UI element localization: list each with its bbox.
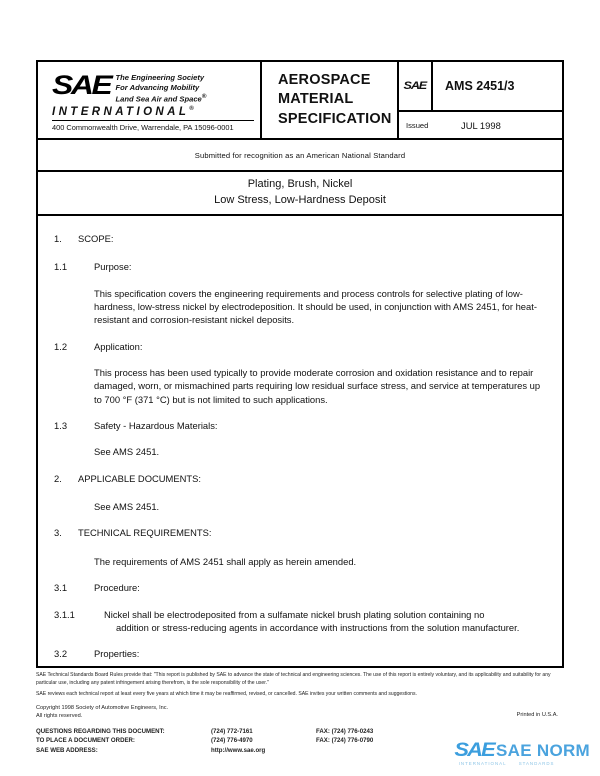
sae-tagline: The Engineering Society For Advancing Mobility Land Sea Air and Space®	[115, 73, 207, 104]
copyright-line-1: Copyright 1998 Society of Automotive Engineers, Inc.	[36, 704, 169, 711]
sae-address: 400 Commonwealth Drive, Warrendale, PA 15096-0001	[52, 122, 234, 132]
section-1-heading	[54, 232, 546, 245]
section-3-2-label: Properties:	[94, 648, 140, 660]
section-3-heading	[54, 526, 546, 539]
section-1-3-text: See AMS 2451.	[94, 446, 160, 458]
section-3-1-number: 3.1	[54, 582, 68, 594]
contact-phone-questions[interactable]: (724) 772-7161	[211, 727, 253, 735]
sae-norm-badge-icon: SAE	[454, 740, 494, 761]
sae-tagline-line-2: For Advancing Mobility	[115, 83, 200, 93]
section-1-2-label: Application:	[94, 340, 143, 352]
sae-badge-mark: SAE	[403, 80, 427, 92]
section-3-1-heading	[54, 581, 546, 594]
sae-norm-subtext-left: INTERNATIONAL	[458, 761, 507, 766]
footer-disclaimer-2: SAE reviews each technical report at least every five years at which time it may be reaffirmed, revised, or cancelled. SAE invites your written comments and suggestions.	[36, 691, 417, 698]
specification-title-band	[38, 172, 562, 216]
document-number: AMS 2451/3	[445, 79, 515, 93]
document-frame	[36, 60, 564, 668]
section-2-text: See AMS 2451.	[94, 501, 160, 513]
section-1-3-number: 1.3	[54, 420, 68, 432]
section-3-1-label: Procedure:	[94, 582, 140, 594]
page-title-line-1: Plating, Brush, Nickel	[247, 178, 353, 191]
section-1-2-text: This process has been used typically to provide moderate corrosion and oxidation resistance and to repair damaged, worn, or mismachined parts requiring low residual surface stress, and service at temperatures up to 700 °F (371 °C) but is not limited to such applications.	[94, 367, 541, 405]
issued-label: Issued	[406, 120, 429, 130]
sae-wordmark: SAE	[52, 70, 111, 101]
page-title-line-2: Low Stress, Low-Hardness Deposit	[214, 194, 386, 206]
sae-tagline-line-3: Land Sea Air and Space	[115, 94, 202, 104]
document-body	[38, 216, 562, 661]
printed-in-label: Printed in U.S.A.	[516, 711, 558, 718]
contact-values	[211, 727, 316, 755]
section-3-2-number: 3.2	[54, 648, 68, 660]
sae-norm-watermark	[454, 740, 590, 766]
section-1-1-text: This specification covers the engineering requirements and process controls for selective plating of low-hardness, low-stress nickel by electrodeposition. It should be used, in conjunction with AMS 2451, for heat-resistant and corrosion-resistant nickel deposits.	[94, 287, 537, 326]
sae-norm-subtext-right: STANDARDS	[518, 761, 555, 766]
sae-international-label: INTERNATIONAL®	[52, 106, 254, 121]
doc-type-line-2: MATERIAL	[278, 91, 354, 108]
section-3-2-heading	[54, 647, 546, 660]
contact-fax-order: FAX: (724) 776-0790	[316, 737, 374, 745]
contact-phone-order[interactable]: (724) 776-4970	[211, 737, 253, 745]
contact-label-order: TO PLACE A DOCUMENT ORDER:	[36, 737, 135, 745]
section-3-1-1-text-continued: addition or stress-reducing agents in accordance with instructions from the solution manufacturer.	[116, 621, 520, 633]
document-id-block	[399, 62, 562, 138]
doc-type-line-1: AEROSPACE	[278, 72, 371, 89]
section-1-1-heading	[54, 260, 546, 273]
section-2-heading	[54, 472, 546, 485]
contact-label-web: SAE WEB ADDRESS:	[36, 746, 98, 754]
document-number-row	[399, 62, 562, 112]
sae-badge-icon	[399, 62, 433, 110]
sae-tagline-line-1: The Engineering Society	[115, 73, 205, 83]
issued-date: JUL 1998	[461, 119, 501, 131]
section-1-1-label: Purpose:	[94, 261, 132, 273]
issued-date-row	[399, 112, 562, 138]
sae-norm-text: SAE NORM	[495, 741, 590, 760]
section-1-2-heading	[54, 340, 546, 353]
contact-web-address[interactable]: http://www.sae.org	[211, 746, 266, 754]
copyright-block	[36, 704, 566, 721]
copyright-line-2: All rights reserved.	[36, 713, 83, 720]
submitted-note: Submitted for recognition as an American National Standard	[194, 150, 406, 160]
doc-type-line-3: SPECIFICATION	[278, 110, 392, 127]
section-2-label: APPLICABLE DOCUMENTS:	[78, 472, 201, 484]
section-3-1-1-text: Nickel shall be electrodeposited from a sulfamate nickel brush plating solution containing no	[104, 608, 485, 620]
section-2-number: 2.	[54, 472, 62, 484]
section-3-number: 3.	[54, 527, 62, 539]
contact-label-questions: QUESTIONS REGARDING THIS DOCUMENT:	[36, 727, 165, 735]
section-3-label: TECHNICAL REQUIREMENTS:	[78, 527, 212, 539]
contact-fax-values	[316, 727, 456, 755]
masthead	[38, 62, 562, 140]
document-type-block	[262, 62, 399, 138]
contact-labels	[36, 727, 211, 755]
section-1-number: 1.	[54, 233, 62, 244]
section-1-2-number: 1.2	[54, 340, 68, 352]
section-1-3-heading	[54, 419, 546, 432]
section-3-1-1-block	[54, 608, 546, 635]
sae-logo-block	[38, 62, 262, 138]
section-1-label: SCOPE:	[78, 233, 114, 244]
footer-disclaimer-1: SAE Technical Standards Board Rules provide that: "This report is published by SAE to advance the state of technical and engineering sciences. The use of this report is entirely voluntary, and its applicability and suitability for any particular use, including any patent infringement arising therefrom, is the sole responsibility of the user."	[36, 672, 551, 686]
section-1-3-label: Safety - Hazardous Materials:	[94, 420, 218, 432]
section-1-1-number: 1.1	[54, 261, 68, 273]
section-3-text: The requirements of AMS 2451 shall apply as herein amended.	[94, 555, 357, 567]
contact-fax-questions: FAX: (724) 776-0243	[316, 727, 374, 735]
sae-logo-lockup	[52, 72, 254, 104]
section-3-1-1-text-wrap	[104, 608, 546, 635]
section-3-1-1-number: 3.1.1	[54, 608, 75, 620]
submitted-note-band	[38, 140, 562, 172]
